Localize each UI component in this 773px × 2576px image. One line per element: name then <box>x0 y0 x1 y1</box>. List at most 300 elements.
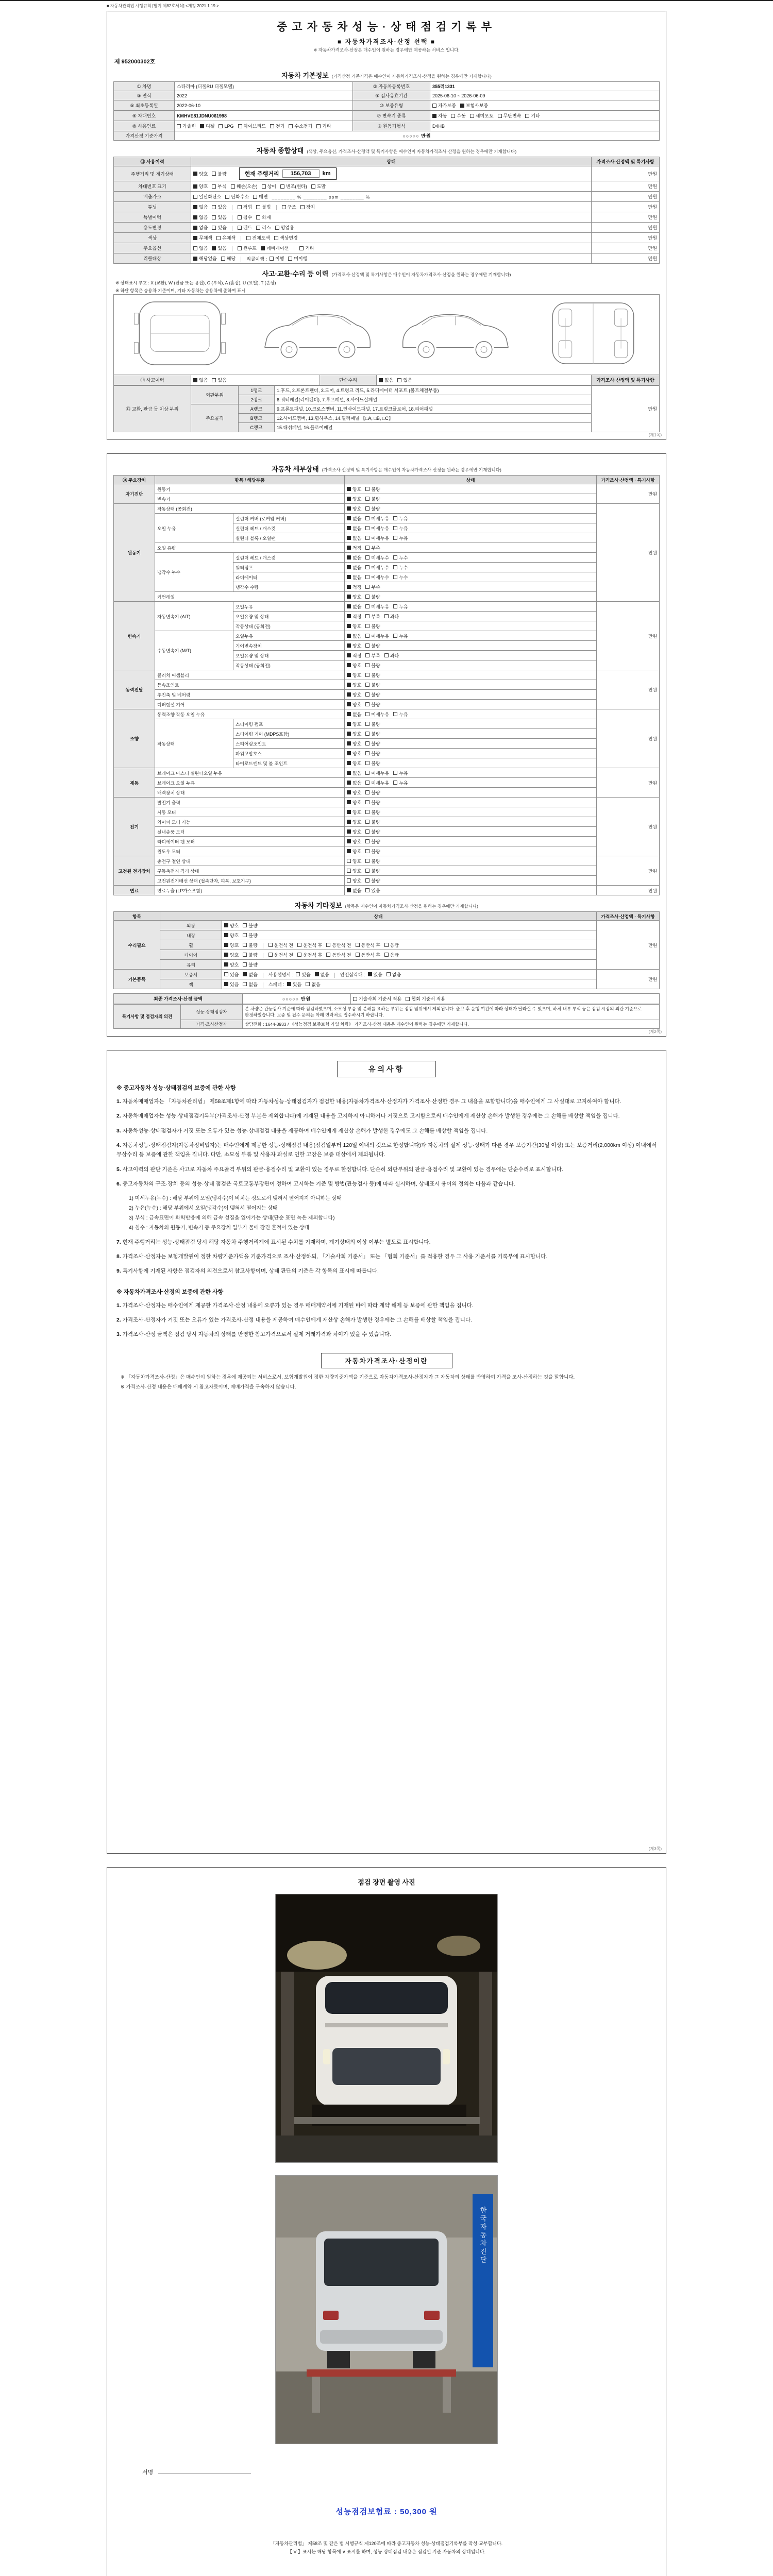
checkbox-양호[interactable] <box>347 740 361 747</box>
checkbox-변조(변타)[interactable] <box>280 183 307 190</box>
checkbox-부족[interactable] <box>365 652 380 659</box>
unchecked-box-icon <box>256 226 260 230</box>
checkbox-과다[interactable] <box>384 613 399 620</box>
option-label: 양호 <box>352 623 362 629</box>
checkbox-이행[interactable] <box>270 255 284 262</box>
row-label: 특별이력 <box>114 212 191 223</box>
state-cell <box>191 181 592 192</box>
checkbox-적정[interactable] <box>347 584 361 590</box>
checkbox-없음[interactable] <box>347 711 361 718</box>
table-row <box>114 82 660 91</box>
checkbox-불량[interactable] <box>365 838 380 845</box>
checkbox-불법[interactable] <box>256 204 271 210</box>
checkbox-미세누유[interactable] <box>365 525 389 532</box>
checkbox-LPG[interactable] <box>219 124 233 129</box>
table-header-row <box>114 157 660 166</box>
option-label: 누수 <box>399 565 408 570</box>
vin-label: ⑥ 차대번호 <box>114 111 175 121</box>
checkbox-전기[interactable] <box>270 123 284 129</box>
checkbox-부족[interactable] <box>365 613 380 620</box>
checkbox-없음[interactable] <box>315 971 329 978</box>
checkbox-없음[interactable] <box>347 770 361 776</box>
checkbox-수소전기[interactable] <box>289 123 312 129</box>
unchecked-box-icon <box>193 246 197 250</box>
checkbox-없음[interactable] <box>347 574 361 581</box>
checkbox-불량[interactable] <box>243 932 257 939</box>
col-price: 가격조사·산정액 · 특기사항 <box>597 912 660 921</box>
rank-parts: 1.후드, 2.프론트펜더, 3.도어, 4.트렁크 리드, 5.라디에이터 서포트 (볼트체결부품) <box>275 386 592 395</box>
checkbox-양호[interactable] <box>347 877 361 884</box>
checkbox-미세누유[interactable] <box>365 535 389 541</box>
checkbox-양호[interactable] <box>347 623 361 630</box>
unchecked-box-icon <box>365 800 369 804</box>
checkbox-불량[interactable] <box>365 809 380 816</box>
checkbox-양호[interactable] <box>347 789 361 796</box>
option-divider <box>334 973 335 978</box>
option-label: 양호 <box>199 171 208 177</box>
state-cell <box>191 243 592 253</box>
checkbox-없음[interactable] <box>347 779 361 786</box>
checkbox-없음[interactable] <box>243 981 257 988</box>
checkbox-양호[interactable] <box>347 642 361 649</box>
notice-item-text: 사고이력의 판단 기준은 사고로 자동차 주요골격 부위의 판금·용접수리 및 교환이 있는 경우로 한정합니다. 단순히 외판부위의 판금·용접수리 및 교환이 있는 경우에는 단순수리로 표시합니다. <box>122 1166 563 1173</box>
state-cell <box>222 921 597 930</box>
warranty-item-text: 가격조사·산정 금액은 점검 당시 자동차의 상태를 반영한 참고가격으로서 실제 거래가격과 차이가 있을 수 있습니다. <box>122 1331 391 1338</box>
checkbox-불량[interactable] <box>365 740 380 747</box>
checkbox-누유[interactable] <box>393 515 408 522</box>
checkbox-불량[interactable] <box>365 701 380 708</box>
checkbox-없음[interactable] <box>386 971 401 978</box>
unchecked-box-icon <box>238 205 242 209</box>
checkbox-양호[interactable] <box>224 932 239 939</box>
checkbox-없음[interactable] <box>193 214 208 221</box>
rank-label: B랭크 <box>239 414 275 423</box>
checkbox-디젤[interactable] <box>200 123 214 129</box>
notice-item-number: 4. <box>116 1142 123 1149</box>
signature-line[interactable] <box>158 2469 251 2474</box>
checkbox-불량[interactable] <box>365 731 380 737</box>
option-label: 운전석 후 <box>303 942 323 948</box>
basic-info-table <box>113 81 660 141</box>
checkbox-적정[interactable] <box>347 545 361 551</box>
checkbox-누유[interactable] <box>393 633 408 639</box>
checkbox-있음[interactable] <box>287 981 301 988</box>
checkbox-적법[interactable] <box>238 204 252 210</box>
checkbox-미세누유[interactable] <box>365 779 389 786</box>
option-label: 양호 <box>352 721 362 727</box>
checkbox-기타[interactable] <box>316 123 331 129</box>
checkbox-없음[interactable] <box>193 224 208 231</box>
checkbox-상이[interactable] <box>262 183 276 190</box>
checkbox-장치[interactable] <box>300 204 315 210</box>
checkbox-미세누유[interactable] <box>365 603 389 610</box>
state-cell <box>345 709 597 719</box>
option-label: 가솔린 <box>182 124 196 129</box>
checkbox-해당없음[interactable] <box>193 255 217 262</box>
checkbox-있음[interactable] <box>296 971 310 978</box>
checkbox-구조[interactable] <box>282 204 296 210</box>
unchecked-box-icon <box>393 575 397 579</box>
checkbox-응급[interactable] <box>384 942 399 948</box>
option-label: 불량 <box>371 643 380 649</box>
checkbox-있음[interactable] <box>212 224 226 231</box>
checkbox-기술사회 기준서 적용[interactable] <box>353 995 401 1002</box>
checkbox-있음[interactable] <box>224 981 239 988</box>
unchecked-box-icon <box>406 997 410 1001</box>
state-cell <box>345 651 597 660</box>
checkbox-미이행[interactable] <box>288 255 307 262</box>
unchecked-box-icon <box>365 888 369 892</box>
checkbox-양호[interactable] <box>347 760 361 767</box>
checkbox-미세누유[interactable] <box>365 633 389 639</box>
unchecked-box-icon <box>243 923 247 927</box>
checkbox-보험사보증[interactable] <box>460 102 488 109</box>
checkbox-부족[interactable] <box>365 545 380 551</box>
table-row <box>114 856 660 866</box>
sheet-2 <box>107 453 666 1037</box>
checkbox-양호[interactable] <box>347 496 361 502</box>
checkbox-운전석 전[interactable] <box>268 952 293 958</box>
option-label: 양호 <box>230 942 239 948</box>
checkbox-불량[interactable] <box>365 721 380 727</box>
checkbox-매연[interactable] <box>253 193 267 200</box>
option-label: 누유 <box>399 604 408 609</box>
state-cell <box>222 979 597 989</box>
unchecked-box-icon <box>365 663 369 667</box>
part-cell: 실린더 블록 / 오일팬 <box>233 533 345 543</box>
checkbox-있음[interactable] <box>212 204 226 210</box>
table-row <box>114 553 660 563</box>
item-cell: 배력장치 상태 <box>155 788 345 798</box>
checkbox-미세누수[interactable] <box>365 564 389 571</box>
checkbox-불량[interactable] <box>243 961 257 968</box>
option-label: 자가보증 <box>438 103 456 108</box>
checkbox-렌트[interactable] <box>238 224 252 231</box>
notice-item <box>116 1126 657 1136</box>
checkbox-썬루프[interactable] <box>238 245 257 251</box>
checkbox-불량[interactable] <box>243 952 257 958</box>
option-label: 응급 <box>390 942 399 948</box>
table-row <box>114 960 660 970</box>
checkbox-양호[interactable] <box>224 952 239 958</box>
checkbox-양호[interactable] <box>347 838 361 845</box>
checkbox-세미오토[interactable] <box>470 112 494 119</box>
checkbox-없음[interactable] <box>306 981 320 988</box>
vin-value: KMHVE81JDNU061998 <box>175 111 353 121</box>
table-row <box>114 212 660 223</box>
checkbox-불량[interactable] <box>365 682 380 688</box>
part-group-label: 외판부위 <box>191 386 239 404</box>
checked-box-icon <box>347 653 351 657</box>
checkbox-해당[interactable] <box>221 255 236 262</box>
checkbox-동반석 전[interactable] <box>326 952 351 958</box>
checkbox-누수[interactable] <box>393 564 408 571</box>
checkbox-불량[interactable] <box>365 799 380 806</box>
checkbox-도말[interactable] <box>311 183 326 190</box>
checkbox-운전석 후[interactable] <box>297 942 322 948</box>
checkbox-없음[interactable] <box>347 633 361 639</box>
checkbox-불량[interactable] <box>365 828 380 835</box>
item-label: 외장 <box>160 921 222 930</box>
checkbox-양호[interactable] <box>347 799 361 806</box>
checked-box-icon <box>347 585 351 589</box>
accident-history-table <box>113 375 660 385</box>
checkbox-영업용[interactable] <box>275 224 294 231</box>
unchecked-box-icon <box>280 184 284 189</box>
checked-box-icon <box>347 839 351 843</box>
checkbox-동반석 전[interactable] <box>326 942 351 948</box>
item-cell: 브레이크 마스터 실린더오일 누유 <box>155 768 345 778</box>
photo-section-title: 점검 장면 촬영 사진 <box>358 1878 415 1886</box>
checkbox-양호[interactable] <box>193 171 208 177</box>
checkbox-없음[interactable] <box>347 554 361 561</box>
checkbox-양호[interactable] <box>347 819 361 825</box>
checkbox-불량[interactable] <box>365 760 380 767</box>
checkbox-누유[interactable] <box>393 525 408 532</box>
checkbox-누유[interactable] <box>393 779 408 786</box>
checkbox-미세누수[interactable] <box>365 574 389 581</box>
checkbox-불량[interactable] <box>365 819 380 825</box>
option-label: 운전석 전 <box>274 952 294 958</box>
checkbox-양호[interactable] <box>347 868 361 874</box>
odometer-value: 156,703 <box>282 170 320 178</box>
base-price-value: ○○○○○ 만원 <box>175 131 660 141</box>
odometer-label: 현재 주행거리 <box>244 171 279 177</box>
col-state: 상태 <box>191 157 592 166</box>
checkbox-네비게이션[interactable] <box>261 245 289 251</box>
checkbox-양호[interactable] <box>347 486 361 493</box>
checkbox-불량[interactable] <box>365 486 380 493</box>
checkbox-없음[interactable] <box>347 564 361 571</box>
checkbox-불량[interactable] <box>365 496 380 502</box>
checkbox-누유[interactable] <box>393 711 408 718</box>
checkbox-부식[interactable] <box>212 183 226 190</box>
checkbox-없음[interactable] <box>193 245 208 251</box>
checkbox-양호[interactable] <box>224 942 239 948</box>
option-label: 없음 <box>352 526 362 531</box>
unchecked-box-icon <box>525 114 529 118</box>
checkbox-불량[interactable] <box>243 922 257 929</box>
checkbox-하이브리드[interactable] <box>238 123 266 129</box>
option-label: 없음 <box>352 770 362 776</box>
rank-parts: 9.프론트패널, 10.크로스멤버, 11.인사이드패널, 17.트렁크플로어, 18.리어패널 <box>275 404 592 414</box>
checkbox-협회 기준서 적용[interactable] <box>406 995 445 1002</box>
checkbox-유채색[interactable] <box>216 234 236 241</box>
state-cell <box>345 504 597 514</box>
remarks-title: 특기사항 및 점검자의 의견 <box>114 1005 181 1029</box>
checkbox-누유[interactable] <box>393 603 408 610</box>
checkbox-부족[interactable] <box>365 584 380 590</box>
unchecked-box-icon <box>365 741 369 745</box>
warranty-label: ⑩ 보증유형 <box>353 100 430 111</box>
option-label: 불량 <box>248 933 258 938</box>
checkbox-양호[interactable] <box>347 809 361 816</box>
checkbox-없음[interactable] <box>347 515 361 522</box>
state-cell <box>345 533 597 543</box>
option-label: 미세누유 <box>371 604 390 609</box>
checkbox-양호[interactable] <box>347 731 361 737</box>
checkbox-동반석 후[interactable] <box>356 952 380 958</box>
checkbox-탄화수소[interactable] <box>225 193 249 200</box>
checkbox-훼손(오손)[interactable] <box>231 183 258 190</box>
checkbox-응급[interactable] <box>384 952 399 958</box>
checkbox-적정[interactable] <box>347 652 361 659</box>
checkbox-없음[interactable] <box>347 525 361 532</box>
row-label: 주요옵션 <box>114 243 191 253</box>
unchecked-box-icon <box>243 962 247 967</box>
option-label: 누유 <box>399 633 408 639</box>
checkbox-일산화탄소[interactable] <box>193 193 221 200</box>
checkbox-양호[interactable] <box>347 682 361 688</box>
checkbox-미세누수[interactable] <box>365 554 389 561</box>
option-divider <box>276 205 277 210</box>
checkbox-불량[interactable] <box>365 594 380 600</box>
checkbox-불량[interactable] <box>365 868 380 874</box>
unchecked-box-icon <box>238 226 242 230</box>
checkbox-동반석 후[interactable] <box>356 942 380 948</box>
part-cell: 워터펌프 <box>233 563 345 572</box>
checkbox-침수[interactable] <box>238 214 252 221</box>
section-title <box>113 464 660 473</box>
option-label: 불량 <box>248 962 258 968</box>
option-label: 양호 <box>352 643 362 649</box>
checked-box-icon <box>347 546 351 550</box>
option-label: 동반석 후 <box>361 942 380 948</box>
option-label: 있음 <box>217 205 227 210</box>
checkbox-과다[interactable] <box>384 652 399 659</box>
option-label: 미세누유 <box>371 633 390 639</box>
checkbox-있음[interactable] <box>212 377 226 383</box>
checkbox-누유[interactable] <box>393 770 408 776</box>
checkbox-있음[interactable] <box>212 245 226 251</box>
unchecked-box-icon <box>326 943 330 947</box>
option-label: 양호 <box>230 952 239 958</box>
option-label: 무채색 <box>199 235 213 241</box>
checkbox-가솔린[interactable] <box>177 123 196 129</box>
checkbox-기타[interactable] <box>525 112 540 119</box>
checkbox-없음[interactable] <box>347 603 361 610</box>
checkbox-양호[interactable] <box>347 721 361 727</box>
overall-state-table <box>113 157 660 264</box>
simple-repair-state <box>377 375 592 385</box>
checkbox-미세누유[interactable] <box>365 770 389 776</box>
checkbox-있음[interactable] <box>397 377 412 383</box>
checkbox-색상변경[interactable] <box>274 234 298 241</box>
option-group-label: 안전삼각대 : <box>340 972 365 977</box>
item-cell: 와이퍼 모터 기능 <box>155 817 345 827</box>
checkbox-자동[interactable] <box>432 112 447 119</box>
checkbox-양호[interactable] <box>224 961 239 968</box>
checkbox-양호[interactable] <box>347 858 361 865</box>
checkbox-리스[interactable] <box>256 224 271 231</box>
option-label: 없음 <box>352 565 362 570</box>
checkbox-있음[interactable] <box>224 971 239 978</box>
checkbox-미세누유[interactable] <box>365 711 389 718</box>
checkbox-불량[interactable] <box>365 691 380 698</box>
part-cell: 파워고압호스 <box>233 749 345 758</box>
checkbox-양호[interactable] <box>347 828 361 835</box>
checkbox-양호[interactable] <box>347 691 361 698</box>
checkbox-운전석 전[interactable] <box>268 942 293 948</box>
checkbox-불량[interactable] <box>365 505 380 512</box>
notice-item-text: 자동차성능·상태점검자가 거짓 또는 오류가 있는 성능·상태점검 내용을 제공하여 매수인에게 재산상 손해가 발생한 경우에도 그 손해를 배상할 책임을 집니다. <box>122 1127 488 1134</box>
unchecked-box-icon <box>365 506 369 511</box>
checkbox-불량[interactable] <box>365 877 380 884</box>
checkbox-양호[interactable] <box>347 848 361 855</box>
checkbox-누수[interactable] <box>393 554 408 561</box>
checkbox-양호[interactable] <box>347 662 361 669</box>
blank-measure-fields: ________ % ________ ppm ________ % <box>272 194 371 200</box>
checkbox-양호[interactable] <box>347 701 361 708</box>
checkbox-불량[interactable] <box>365 750 380 757</box>
checkbox-있음[interactable] <box>212 214 226 221</box>
checkbox-없음[interactable] <box>193 377 208 383</box>
checkbox-미세누유[interactable] <box>365 515 389 522</box>
part-cell: 오일누유 <box>233 602 345 612</box>
checkbox-없음[interactable] <box>347 887 361 894</box>
checkbox-불량[interactable] <box>212 171 226 177</box>
option-label: 양호 <box>352 496 362 502</box>
checkbox-기타[interactable] <box>299 245 314 251</box>
checkbox-불량[interactable] <box>365 672 380 679</box>
checkbox-불량[interactable] <box>365 623 380 630</box>
checkbox-불량[interactable] <box>365 662 380 669</box>
checkbox-불량[interactable] <box>365 848 380 855</box>
checkbox-자가보증[interactable] <box>432 102 456 109</box>
checkbox-무단변속[interactable] <box>498 112 522 119</box>
checkbox-양호[interactable] <box>347 750 361 757</box>
checkbox-불량[interactable] <box>365 858 380 865</box>
checkbox-없음[interactable] <box>347 535 361 541</box>
checkbox-불량[interactable] <box>365 789 380 796</box>
checkbox-수동[interactable] <box>451 112 465 119</box>
notice-item-text: 중고자동차의 구조·장치 등의 성능·상태 점검은 국토교통부장관이 정하여 고시하는 기준 및 방법(관능검사 등)에 따라 실시하며, 상태표시 용어의 정의는 다음과 같습니다. <box>122 1181 515 1188</box>
page-mark-2: (제2쪽) <box>648 1029 662 1034</box>
checkbox-없음[interactable] <box>193 204 208 210</box>
checked-box-icon <box>347 741 351 745</box>
checkbox-화재[interactable] <box>256 214 271 221</box>
option-label: 양호 <box>352 672 362 678</box>
price-cell: 만원 <box>597 602 660 670</box>
checkbox-누수[interactable] <box>393 574 408 581</box>
checkbox-양호[interactable] <box>224 922 239 929</box>
checkbox-양호[interactable] <box>193 183 208 190</box>
checkbox-불량[interactable] <box>365 642 380 649</box>
row-label: 용도변경 <box>114 223 191 233</box>
checkbox-없음[interactable] <box>243 971 257 978</box>
checkbox-있음[interactable] <box>368 971 382 978</box>
checkbox-운전석 후[interactable] <box>297 952 322 958</box>
option-label: 불량 <box>371 672 380 678</box>
unchecked-box-icon <box>393 771 397 775</box>
checkbox-누유[interactable] <box>393 535 408 541</box>
checked-box-icon <box>347 506 351 511</box>
checkbox-양호[interactable] <box>347 505 361 512</box>
checkbox-무채색[interactable] <box>193 234 212 241</box>
checkbox-불량[interactable] <box>243 942 257 948</box>
state-cell <box>345 837 597 846</box>
checkbox-적정[interactable] <box>347 613 361 620</box>
unchecked-box-icon <box>289 124 293 128</box>
option-label: 양호 <box>352 741 362 747</box>
checkbox-양호[interactable] <box>347 672 361 679</box>
unchecked-box-icon <box>365 771 369 775</box>
checkbox-있음[interactable] <box>365 887 380 894</box>
checkbox-전체도색[interactable] <box>246 234 270 241</box>
transmission-label: ⑦ 변속기 종류 <box>353 111 430 121</box>
checkbox-양호[interactable] <box>347 594 361 600</box>
checkbox-없음[interactable] <box>379 377 393 383</box>
